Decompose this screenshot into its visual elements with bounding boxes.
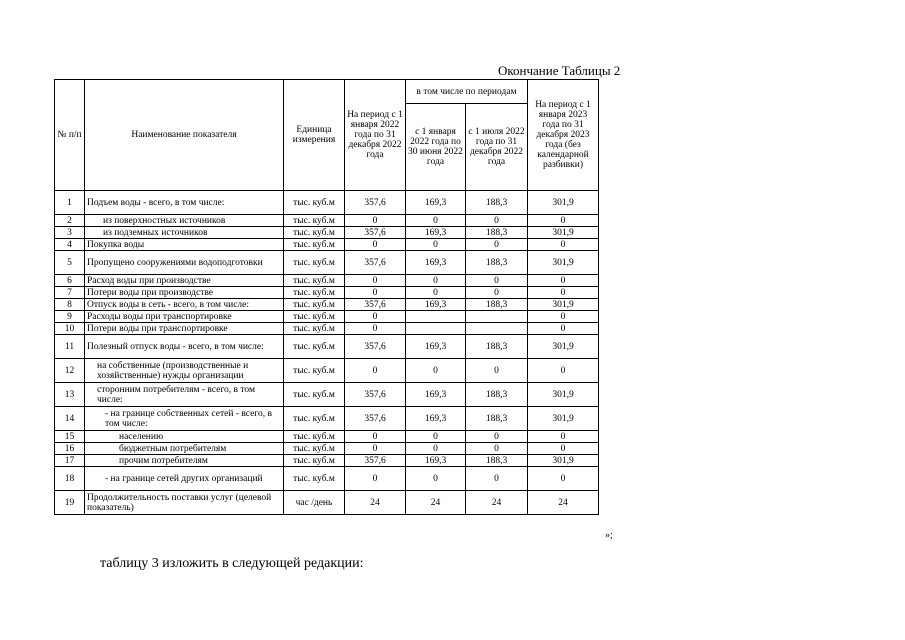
row-total: 0 xyxy=(345,443,406,455)
row-name: Потери воды при производстве xyxy=(85,287,284,299)
row-unit: тыс. куб.м xyxy=(284,455,345,467)
row-period-2: 0 xyxy=(466,239,528,251)
table-row xyxy=(55,299,599,311)
row-period-2 xyxy=(466,323,528,335)
table-row xyxy=(55,287,599,299)
row-total: 0 xyxy=(345,359,406,383)
row-period-2: 188,3 xyxy=(466,191,528,215)
row-name: из подземных источников xyxy=(85,227,284,239)
row-total: 0 xyxy=(345,215,406,227)
table-row xyxy=(55,455,599,467)
row-name: Пропущено сооружениями водоподготовки xyxy=(85,251,284,275)
row-num: 17 xyxy=(55,455,85,467)
row-unit: тыс. куб.м xyxy=(284,299,345,311)
row-total: 24 xyxy=(345,491,406,515)
row-name: сторонним потребителям - всего, в том числе: xyxy=(85,383,284,407)
table-row xyxy=(55,335,599,359)
header-name: Наименование показателя xyxy=(85,80,284,191)
row-period-2: 24 xyxy=(466,491,528,515)
row-period-2 xyxy=(466,311,528,323)
row-num: 13 xyxy=(55,383,85,407)
row-num: 9 xyxy=(55,311,85,323)
row-period-1: 0 xyxy=(406,215,466,227)
row-2023: 0 xyxy=(528,287,599,299)
row-name: Покупка воды xyxy=(85,239,284,251)
row-unit: тыс. куб.м xyxy=(284,443,345,455)
row-num: 18 xyxy=(55,467,85,491)
row-name: - на границе сетей других организаций xyxy=(85,467,284,491)
row-unit: тыс. куб.м xyxy=(284,383,345,407)
row-total: 0 xyxy=(345,239,406,251)
row-period-2: 188,3 xyxy=(466,383,528,407)
row-num: 12 xyxy=(55,359,85,383)
header-num: № п/п xyxy=(55,80,85,191)
row-name: Продолжительность поставки услуг (целевой показатель) xyxy=(85,491,284,515)
row-total: 357,6 xyxy=(345,299,406,311)
row-period-1: 0 xyxy=(406,467,466,491)
row-unit: тыс. куб.м xyxy=(284,251,345,275)
row-period-2: 188,3 xyxy=(466,299,528,311)
row-2023: 0 xyxy=(528,467,599,491)
row-num: 3 xyxy=(55,227,85,239)
row-period-1: 169,3 xyxy=(406,335,466,359)
row-2023: 301,9 xyxy=(528,383,599,407)
row-unit: тыс. куб.м xyxy=(284,227,345,239)
table-row xyxy=(55,383,599,407)
row-num: 2 xyxy=(55,215,85,227)
row-num: 11 xyxy=(55,335,85,359)
header-unit: Единица измерения xyxy=(284,80,345,191)
table-row xyxy=(55,227,599,239)
row-unit: тыс. куб.м xyxy=(284,431,345,443)
header-period-total: На период с 1 января 2022 года по 31 декабря 2022 года xyxy=(345,80,406,191)
row-period-1: 0 xyxy=(406,287,466,299)
row-name: Подъем воды - всего, в том числе: xyxy=(85,191,284,215)
row-total: 0 xyxy=(345,287,406,299)
row-2023: 0 xyxy=(528,431,599,443)
row-unit: тыс. куб.м xyxy=(284,191,345,215)
data-table xyxy=(54,79,599,515)
row-period-1: 0 xyxy=(406,275,466,287)
row-name: бюджетным потребителям xyxy=(85,443,284,455)
row-name: Отпуск воды в сеть - всего, в том числе: xyxy=(85,299,284,311)
row-num: 8 xyxy=(55,299,85,311)
row-period-2: 188,3 xyxy=(466,455,528,467)
row-period-2: 0 xyxy=(466,443,528,455)
row-name: Расход воды при производстве xyxy=(85,275,284,287)
table-row xyxy=(55,431,599,443)
row-unit: тыс. куб.м xyxy=(284,467,345,491)
row-name: на собственные (производственные и хозяйственные) нужды организации xyxy=(85,359,284,383)
row-total: 357,6 xyxy=(345,455,406,467)
next-paragraph: таблицу 3 изложить в следующей редакции: xyxy=(100,556,364,571)
row-period-1: 169,3 xyxy=(406,251,466,275)
row-period-2: 188,3 xyxy=(466,227,528,239)
row-num: 19 xyxy=(55,491,85,515)
row-period-1: 24 xyxy=(406,491,466,515)
row-name: населению xyxy=(85,431,284,443)
row-unit: тыс. куб.м xyxy=(284,335,345,359)
row-unit: тыс. куб.м xyxy=(284,407,345,431)
row-period-1: 169,3 xyxy=(406,407,466,431)
table-row xyxy=(55,239,599,251)
row-unit: тыс. куб.м xyxy=(284,311,345,323)
row-unit: час /день xyxy=(284,491,345,515)
row-unit: тыс. куб.м xyxy=(284,323,345,335)
row-2023: 0 xyxy=(528,323,599,335)
row-num: 14 xyxy=(55,407,85,431)
row-2023: 0 xyxy=(528,443,599,455)
table-row xyxy=(55,251,599,275)
table-row xyxy=(55,359,599,383)
row-period-2: 0 xyxy=(466,275,528,287)
table-row xyxy=(55,323,599,335)
row-name: - на границе собственных сетей - всего, в том числе: xyxy=(85,407,284,431)
table-row xyxy=(55,191,599,215)
table-row xyxy=(55,275,599,287)
row-name: из поверхностных источников xyxy=(85,215,284,227)
row-2023: 0 xyxy=(528,311,599,323)
row-2023: 301,9 xyxy=(528,335,599,359)
row-period-1: 169,3 xyxy=(406,455,466,467)
row-num: 7 xyxy=(55,287,85,299)
row-period-1: 169,3 xyxy=(406,383,466,407)
row-2023: 0 xyxy=(528,359,599,383)
row-2023: 301,9 xyxy=(528,455,599,467)
row-unit: тыс. куб.м xyxy=(284,239,345,251)
row-total: 357,6 xyxy=(345,335,406,359)
row-2023: 301,9 xyxy=(528,227,599,239)
header-period-2023: На период с 1 января 2023 года по 31 декабря 2023 года (без календарной разбивки) xyxy=(528,80,599,191)
row-name: Потери воды при транспортировке xyxy=(85,323,284,335)
row-total: 357,6 xyxy=(345,407,406,431)
row-total: 0 xyxy=(345,323,406,335)
row-2023: 301,9 xyxy=(528,299,599,311)
header-incl-periods: в том числе по периодам xyxy=(406,80,528,104)
row-num: 1 xyxy=(55,191,85,215)
row-2023: 301,9 xyxy=(528,407,599,431)
row-period-2: 188,3 xyxy=(466,407,528,431)
row-num: 4 xyxy=(55,239,85,251)
row-num: 6 xyxy=(55,275,85,287)
row-2023: 0 xyxy=(528,275,599,287)
row-period-1 xyxy=(406,323,466,335)
row-period-1: 0 xyxy=(406,239,466,251)
row-name: Полезный отпуск воды - всего, в том числе: xyxy=(85,335,284,359)
row-period-2: 0 xyxy=(466,359,528,383)
row-total: 357,6 xyxy=(345,251,406,275)
closing-mark: »; xyxy=(605,530,613,541)
row-total: 0 xyxy=(345,431,406,443)
header-period-2: с 1 июля 2022 года по 31 декабря 2022 года xyxy=(466,104,528,191)
table-row xyxy=(55,491,599,515)
row-2023: 301,9 xyxy=(528,191,599,215)
row-period-2: 188,3 xyxy=(466,251,528,275)
row-period-1: 0 xyxy=(406,359,466,383)
row-num: 15 xyxy=(55,431,85,443)
row-2023: 0 xyxy=(528,215,599,227)
row-period-1 xyxy=(406,311,466,323)
table-row xyxy=(55,215,599,227)
row-total: 0 xyxy=(345,311,406,323)
row-num: 5 xyxy=(55,251,85,275)
row-2023: 0 xyxy=(528,239,599,251)
row-total: 0 xyxy=(345,467,406,491)
row-period-2: 0 xyxy=(466,215,528,227)
table-caption: Окончание Таблицы 2 xyxy=(498,63,621,78)
row-period-1: 0 xyxy=(406,443,466,455)
row-unit: тыс. куб.м xyxy=(284,359,345,383)
row-period-1: 169,3 xyxy=(406,227,466,239)
row-num: 16 xyxy=(55,443,85,455)
row-period-1: 169,3 xyxy=(406,299,466,311)
row-2023: 24 xyxy=(528,491,599,515)
row-period-1: 0 xyxy=(406,431,466,443)
row-unit: тыс. куб.м xyxy=(284,287,345,299)
row-2023: 301,9 xyxy=(528,251,599,275)
row-total: 357,6 xyxy=(345,227,406,239)
row-total: 357,6 xyxy=(345,191,406,215)
row-period-2: 0 xyxy=(466,467,528,491)
row-name: прочим потребителям xyxy=(85,455,284,467)
row-total: 357,6 xyxy=(345,383,406,407)
row-name: Расходы воды при транспортировке xyxy=(85,311,284,323)
header-period-1: с 1 января 2022 года по 30 июня 2022 года xyxy=(406,104,466,191)
row-period-1: 169,3 xyxy=(406,191,466,215)
table-row xyxy=(55,311,599,323)
row-period-2: 0 xyxy=(466,287,528,299)
row-total: 0 xyxy=(345,275,406,287)
row-period-2: 188,3 xyxy=(466,335,528,359)
row-unit: тыс. куб.м xyxy=(284,275,345,287)
row-period-2: 0 xyxy=(466,431,528,443)
row-num: 10 xyxy=(55,323,85,335)
table-row xyxy=(55,407,599,431)
row-unit: тыс. куб.м xyxy=(284,215,345,227)
table-row xyxy=(55,443,599,455)
table-row xyxy=(55,467,599,491)
